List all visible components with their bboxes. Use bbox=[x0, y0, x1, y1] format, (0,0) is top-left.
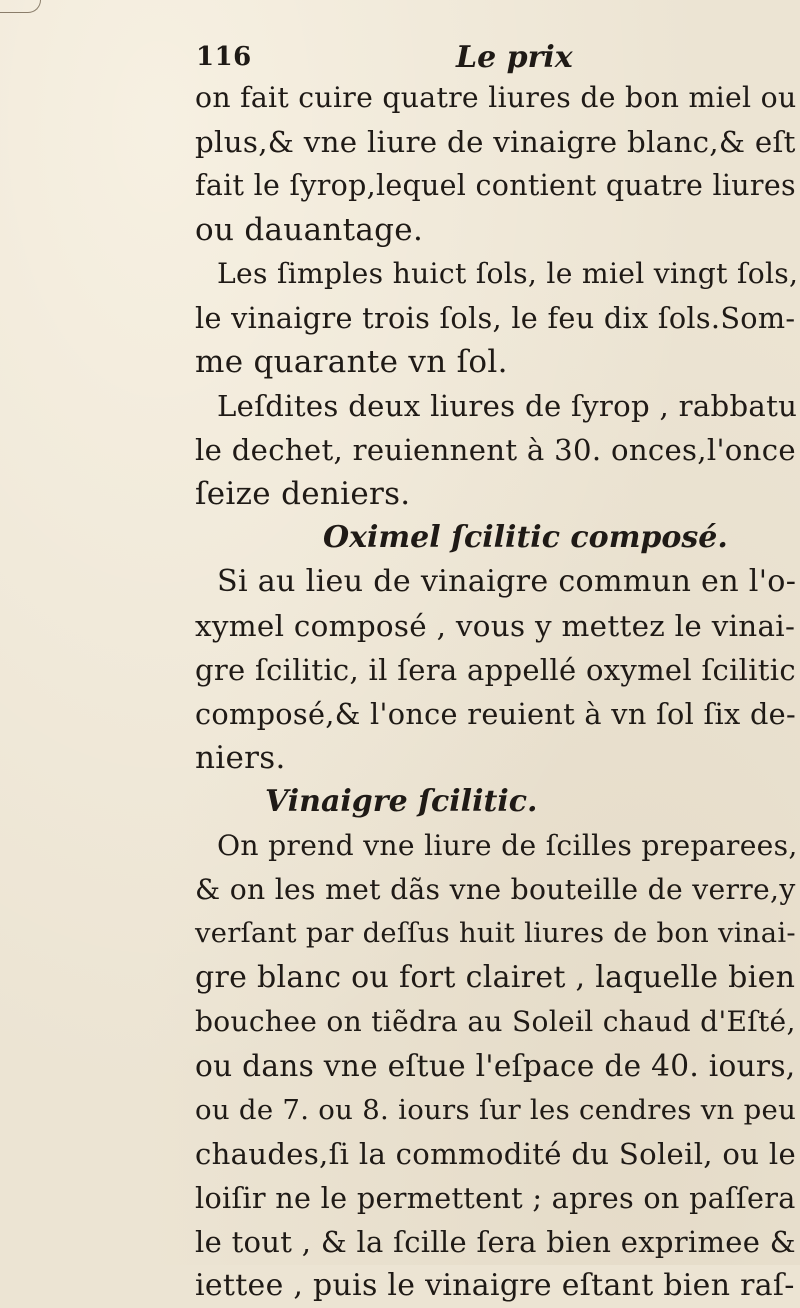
section-heading: Vinaigre ſcilitic. bbox=[265, 784, 538, 819]
running-title: Le prix bbox=[456, 40, 573, 75]
page-corner-ornament bbox=[0, 0, 41, 13]
text-line: verſant par deſſus huit liures de bon vinai- bbox=[195, 918, 796, 949]
text-line: me quarante vn ſol. bbox=[195, 344, 508, 380]
text-line: le vinaigre trois ſols, le feu dix ſols.Som- bbox=[195, 301, 796, 335]
text-line: le tout , & la ſcille ſera bien exprimee & bbox=[195, 1225, 796, 1259]
text-line: gre blanc ou fort clairet , laquelle bien bbox=[195, 960, 796, 995]
text-line: ſeize deniers. bbox=[195, 476, 411, 512]
text-line: composé,& l'once reuient à vn ſol ſix de- bbox=[195, 697, 796, 731]
text-line: ou dans vne eſtue l'eſpace de 40. iours, bbox=[195, 1049, 796, 1083]
text-line: chaudes,ſi la commodité du Soleil, ou le bbox=[195, 1137, 796, 1171]
text-line: On prend vne liure de ſcilles preparees, bbox=[217, 829, 798, 862]
text-line: xymel composé , vous y mettez le vinai- bbox=[195, 609, 796, 643]
page-header bbox=[196, 38, 576, 78]
text-line: Leſdites deux liures de ſyrop , rabbatu bbox=[217, 389, 798, 423]
text-line: loiſir ne le permettent ; apres on paſſera bbox=[195, 1181, 796, 1215]
section-vinaigre-scilitic bbox=[195, 780, 798, 1308]
text-line: Si au lieu de vinaigre commun en l'o- bbox=[217, 564, 797, 599]
text-line: niers. bbox=[195, 740, 286, 776]
paragraph-3 bbox=[195, 384, 798, 516]
text-line: on fait cuire quatre liures de bon miel ou bbox=[195, 81, 797, 114]
text-line: Les ſimples huict ſols, le miel vingt ſols, bbox=[217, 257, 799, 290]
text-line: le dechet, reuiennent à 30. onces,l'once bbox=[195, 433, 796, 467]
paragraph-2 bbox=[195, 252, 799, 384]
text-line: plus,& vne liure de vinaigre blanc,& eſt bbox=[195, 125, 796, 159]
text-line: gre ſcilitic, il ſera appellé oxymel ſcilitic bbox=[195, 653, 796, 687]
text-line: ou de 7. ou 8. iours ſur les cendres vn peu bbox=[195, 1094, 797, 1126]
text-line: bouchee on tiẽdra au Soleil chaud d'Eſté, bbox=[195, 1005, 796, 1038]
paragraph-1 bbox=[195, 76, 795, 252]
section-heading: Oximel ſcilitic composé. bbox=[323, 520, 728, 555]
text-line: & on les met dãs vne bouteille de verre,y bbox=[195, 873, 796, 906]
section-oximel-scilitic bbox=[195, 516, 795, 780]
page-number: 116 bbox=[196, 42, 252, 72]
text-line: ou dauantage. bbox=[195, 212, 424, 248]
text-line: fait le ſyrop,lequel contient quatre liures bbox=[195, 169, 796, 202]
text-line: iettee , puis le vinaigre eſtant bien raſ- bbox=[195, 1268, 795, 1303]
body-text bbox=[195, 76, 799, 1308]
